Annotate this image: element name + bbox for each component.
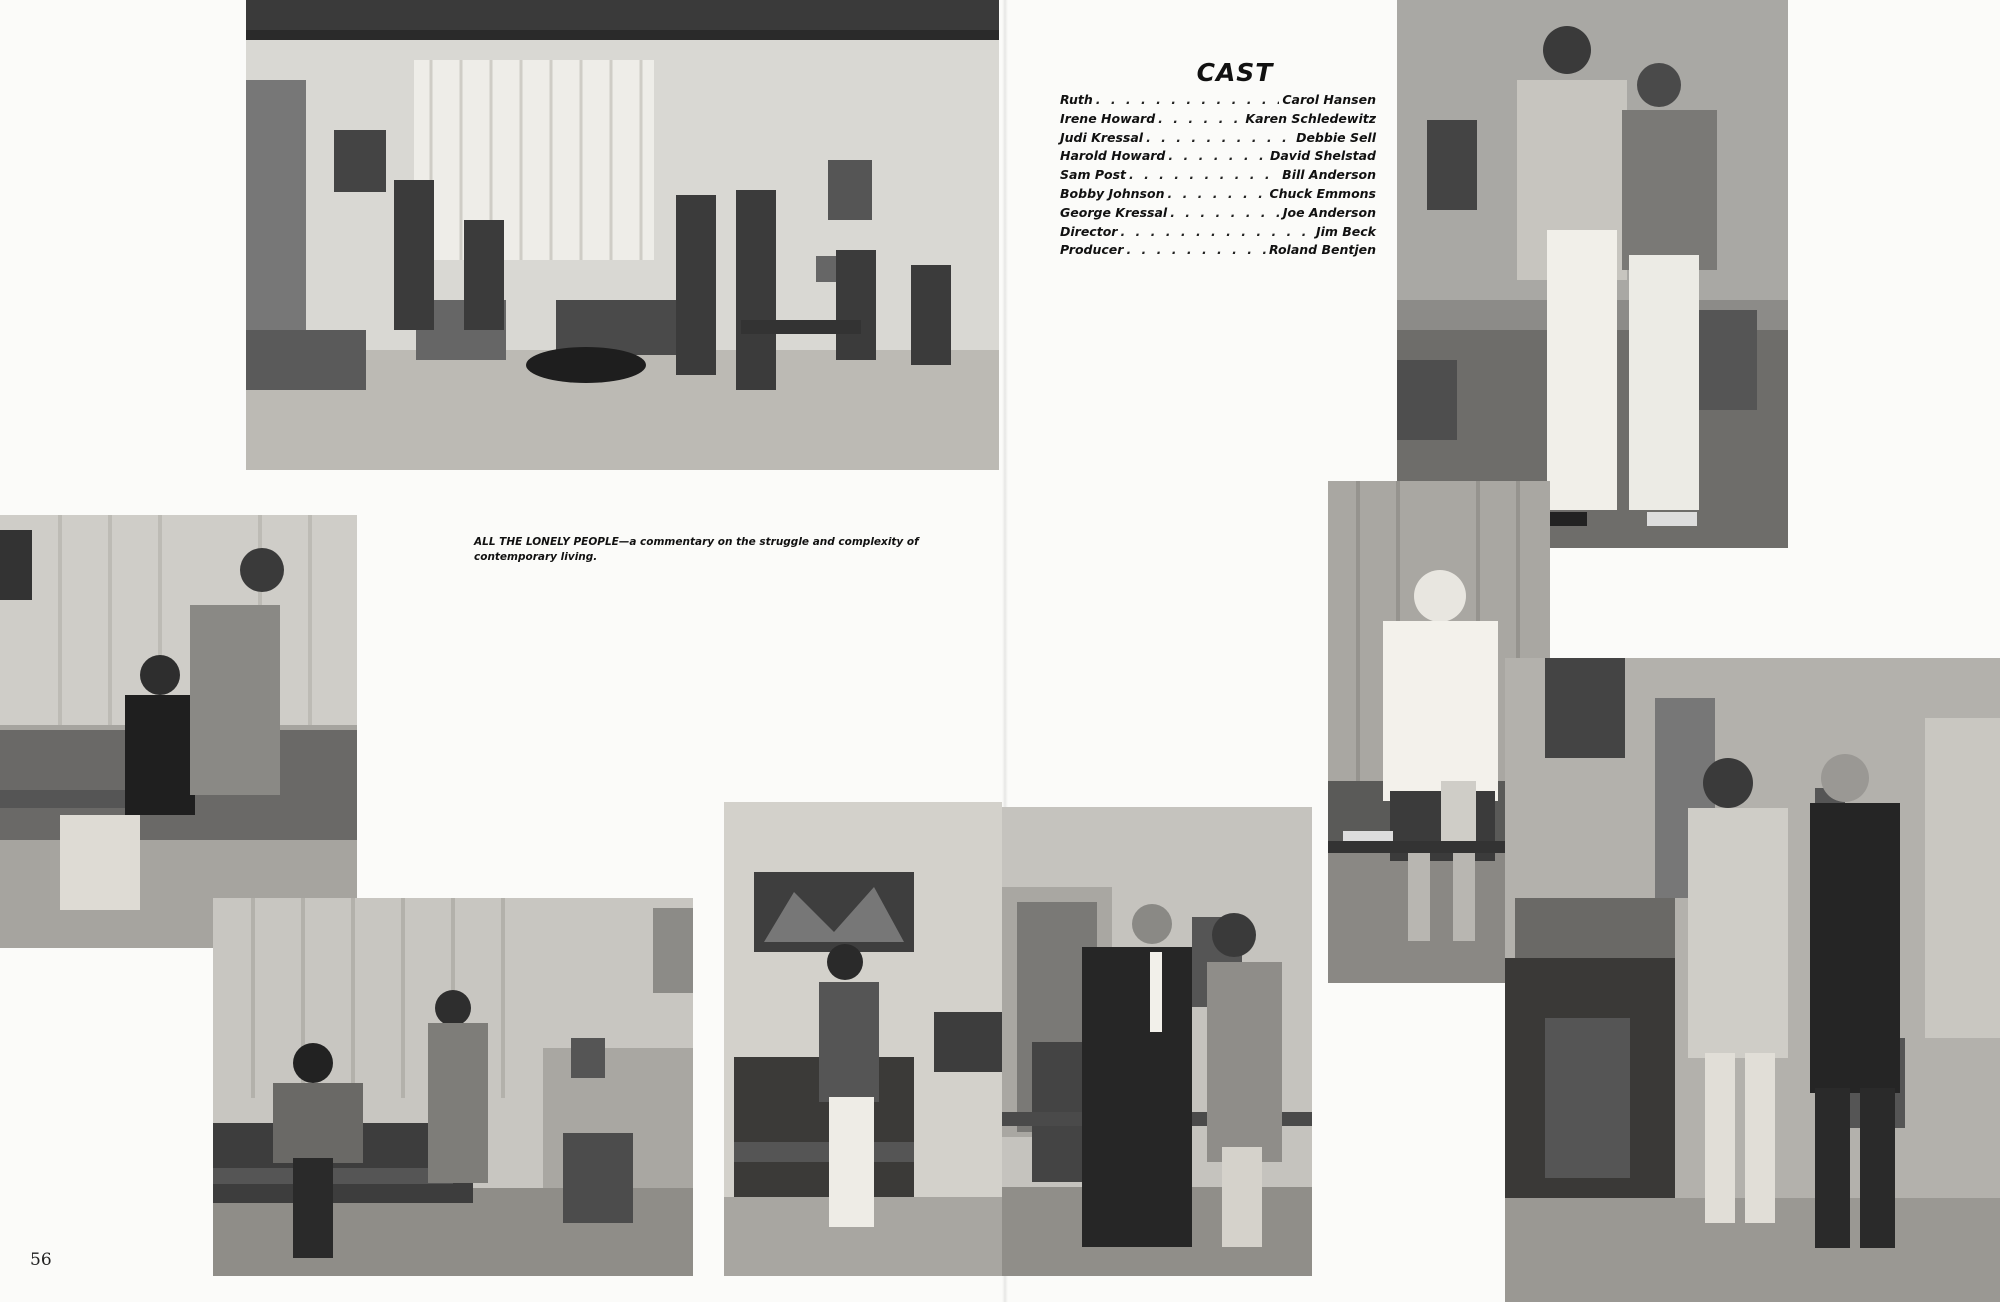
cast-actor: Roland Bentjen xyxy=(1268,242,1376,258)
cast-role: Irene Howard xyxy=(1060,110,1156,126)
cast-role: Harold Howard xyxy=(1060,148,1166,164)
cast-list xyxy=(1060,92,1376,261)
man-at-cabinet-photo xyxy=(724,802,1002,1276)
leader-dots xyxy=(1146,130,1293,145)
photo-caption xyxy=(474,535,924,565)
cast-role: Judi Kressal xyxy=(1060,129,1144,145)
cast-title: CAST xyxy=(1196,58,1274,87)
cast-role: Sam Post xyxy=(1060,167,1126,183)
cast-role: Producer xyxy=(1060,242,1124,258)
cast-role: George Kressal xyxy=(1060,204,1168,220)
leader-dots xyxy=(1158,111,1242,126)
leader-dots xyxy=(1096,92,1280,107)
leader-dots xyxy=(1129,167,1279,182)
cast-actor: Joe Anderson xyxy=(1282,204,1376,220)
cast-row xyxy=(1060,242,1376,261)
cast-actor: Carol Hansen xyxy=(1282,92,1376,107)
cast-row xyxy=(1060,186,1376,205)
two-men-photo xyxy=(1397,0,1788,548)
leader-dots xyxy=(1170,205,1280,220)
sofa-scene-photo xyxy=(0,515,357,948)
caption-title: ALL THE LONELY PEOPLE xyxy=(474,536,619,548)
leader-dots xyxy=(1126,242,1266,257)
caption-text: —a commentary on the struggle and complexity of contemporary living. xyxy=(474,536,919,563)
stage-wide-photo xyxy=(246,0,999,470)
leader-dots xyxy=(1168,148,1267,163)
cast-row xyxy=(1060,205,1376,224)
cast-row xyxy=(1060,92,1376,111)
cast-role: Bobby Johnson xyxy=(1060,185,1165,201)
cast-actor: Bill Anderson xyxy=(1282,167,1376,183)
couch-argument-photo xyxy=(213,898,693,1276)
cast-row xyxy=(1060,148,1376,167)
cast-actor: Karen Schledewitz xyxy=(1245,110,1376,126)
cast-actor: Debbie Sell xyxy=(1296,129,1376,145)
cast-role: Ruth xyxy=(1060,92,1093,107)
cast-row xyxy=(1060,167,1376,186)
couple-at-bar-photo xyxy=(1505,658,2000,1302)
cast-role: Director xyxy=(1060,223,1118,239)
cast-row xyxy=(1060,130,1376,149)
cast-actor: Chuck Emmons xyxy=(1269,185,1376,201)
leader-dots xyxy=(1167,186,1266,201)
leader-dots xyxy=(1120,224,1313,239)
conversation-photo xyxy=(1002,807,1312,1276)
cast-row xyxy=(1060,224,1376,243)
cast-actor: Jim Beck xyxy=(1315,223,1376,239)
page-number: 56 xyxy=(30,1250,52,1270)
cast-row xyxy=(1060,111,1376,130)
cast-actor: David Shelstad xyxy=(1269,148,1376,164)
